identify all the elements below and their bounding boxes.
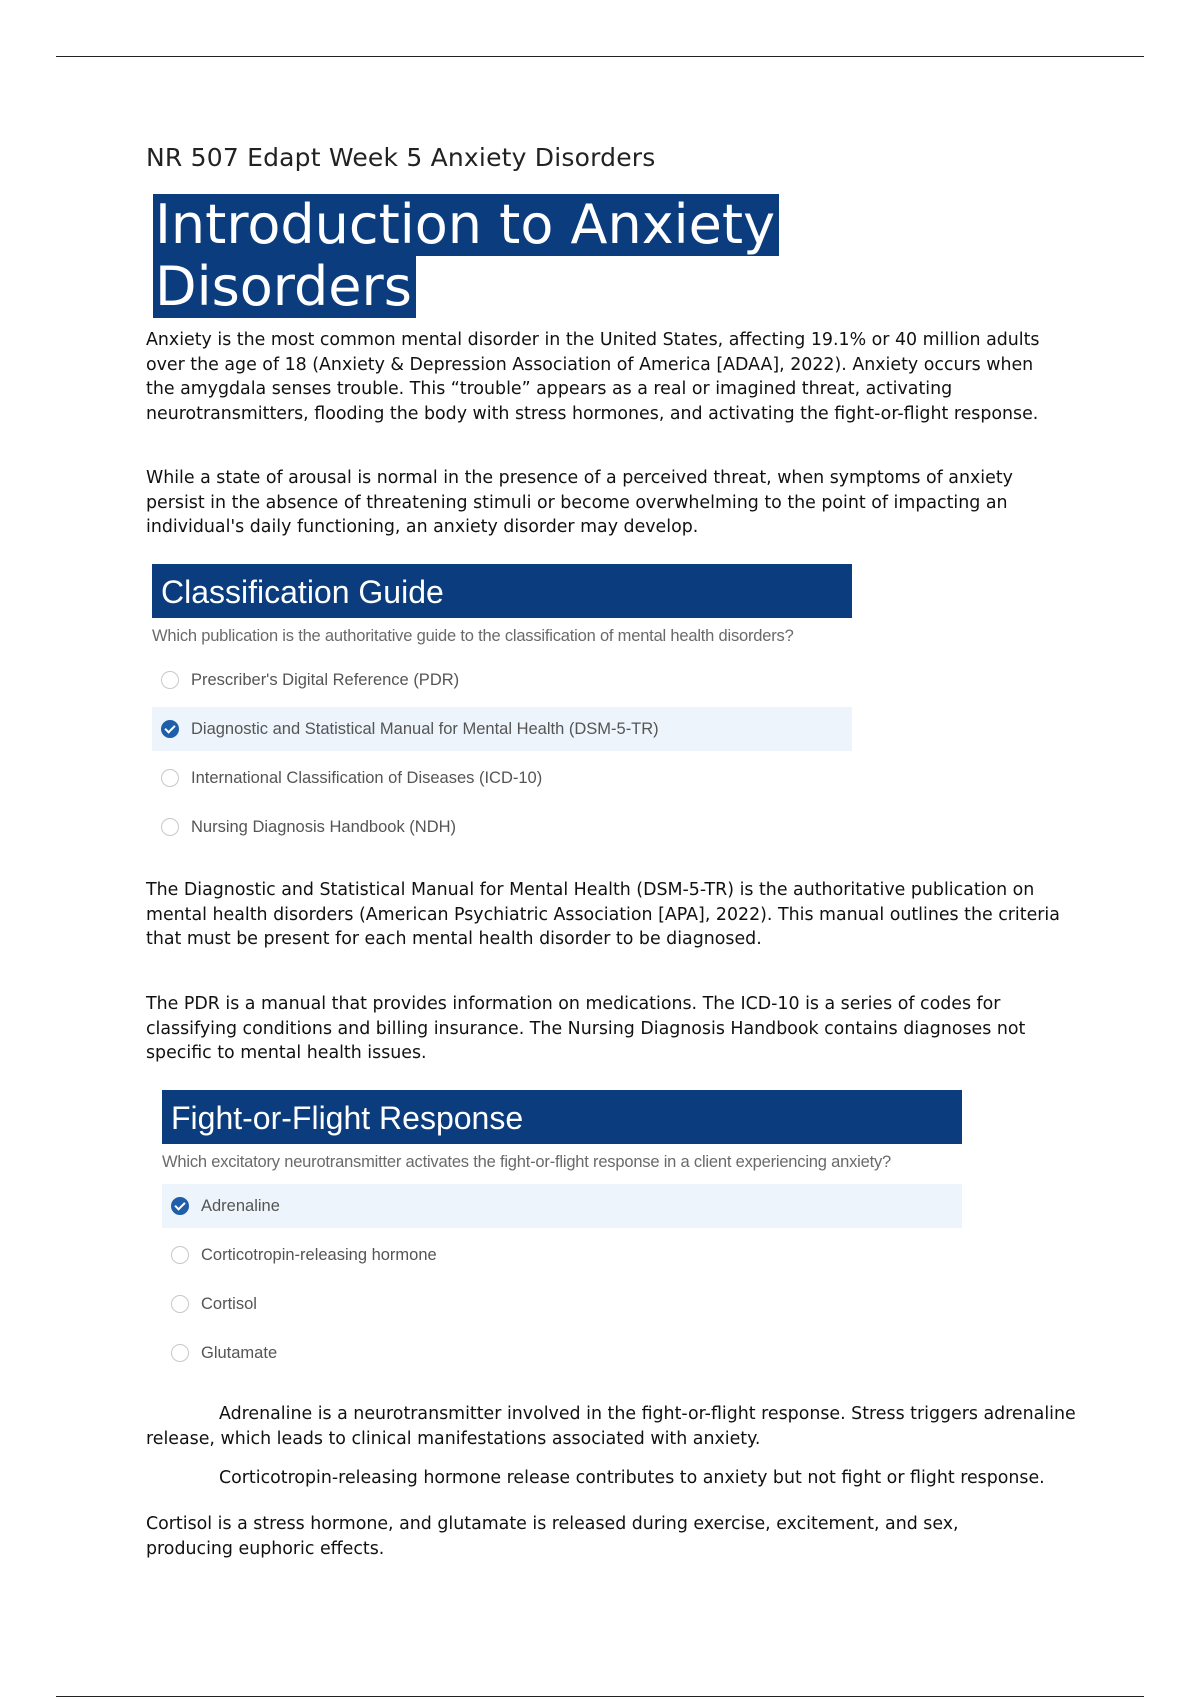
classification-explanation-1: The Diagnostic and Statistical Manual for Mental Health (DSM-5-TR) is the authoritative publication on mental health disorders (American Psychiatric Association [APA], 2022). This manual outlines the criteria that must be present for each mental health disorder to be diagnosed. xyxy=(146,880,1060,949)
answer-label: Prescriber's Digital Reference (PDR) xyxy=(191,670,460,689)
answer-label: Glutamate xyxy=(201,1343,278,1362)
answer-label: Adrenaline xyxy=(201,1196,280,1215)
answer-option-cortisol[interactable] xyxy=(162,1282,962,1326)
intro-paragraph-2: While a state of arousal is normal in the presence of a perceived threat, when symptoms of anxiety persist in the absence of threatening stimuli or become overwhelming to the point of impacting an individual's daily functioning, an anxiety disorder may develop. xyxy=(146,468,1013,537)
answer-label: International Classification of Diseases (ICD-10) xyxy=(191,768,543,787)
answer-label: Nursing Diagnosis Handbook (NDH) xyxy=(191,817,457,836)
answer-option-icd[interactable] xyxy=(152,756,852,800)
radio-unchecked-icon[interactable] xyxy=(161,671,179,689)
fight-or-flight-explanation-3: Cortisol is a stress hormone, and glutamate is released during exercise, excitement, and sex, producing euphoric effects. xyxy=(146,1514,959,1559)
answer-option-dsm[interactable] xyxy=(152,707,852,751)
answer-label: Cortisol xyxy=(201,1294,257,1313)
radio-unchecked-icon[interactable] xyxy=(161,818,179,836)
top-divider xyxy=(56,56,1144,57)
intro-paragraph-1: Anxiety is the most common mental disorder in the United States, affecting 19.1% or 40 million adults over the age of 18 (Anxiety & Depression Association of America [ADAA], 2022). Anxiety occurs when the amygdala senses trouble. This “trouble” appears as a real or imagined threat, activating neurotransmitters, flooding the body with stress hormones, and activating the fight-or-flight response. xyxy=(146,330,1040,424)
answer-option-crh[interactable] xyxy=(162,1233,962,1277)
radio-checked-icon[interactable] xyxy=(161,720,179,738)
classification-guide-quiz xyxy=(152,564,852,849)
intro-heading-line-1: Introduction to Anxiety xyxy=(153,194,779,256)
radio-checked-icon[interactable] xyxy=(171,1197,189,1215)
intro-heading-line-2: Disorders xyxy=(153,256,416,318)
radio-unchecked-icon[interactable] xyxy=(171,1295,189,1313)
quiz-banner: Classification Guide xyxy=(152,564,852,618)
answer-option-ndh[interactable] xyxy=(152,805,852,849)
radio-unchecked-icon[interactable] xyxy=(161,769,179,787)
fight-or-flight-explanation-2: Corticotropin-releasing hormone release contributes to anxiety but not fight or flight response. xyxy=(219,1468,1045,1488)
quiz-question: Which excitatory neurotransmitter activates the fight-or-flight response in a client experiencing anxiety? xyxy=(162,1153,891,1171)
radio-unchecked-icon[interactable] xyxy=(171,1344,189,1362)
quiz-question: Which publication is the authoritative guide to the classification of mental health disorders? xyxy=(152,627,794,645)
classification-explanation-2: The PDR is a manual that provides information on medications. The ICD-10 is a series of codes for classifying conditions and billing insurance. The Nursing Diagnosis Handbook contains diagnoses not specific to mental health issues. xyxy=(146,994,1026,1063)
fight-or-flight-explanation-1: Adrenaline is a neurotransmitter involved in the fight-or-flight response. Stress triggers adrenaline release, which leads to clinical manifestations associated with anxiety. xyxy=(146,1404,1076,1449)
answer-option-pdr[interactable] xyxy=(152,658,852,702)
intro-heading xyxy=(153,194,863,318)
fight-or-flight-quiz xyxy=(162,1090,962,1375)
answer-option-glutamate[interactable] xyxy=(162,1331,962,1375)
answer-label: Diagnostic and Statistical Manual for Mental Health (DSM-5-TR) xyxy=(191,719,659,738)
document-title: NR 507 Edapt Week 5 Anxiety Disorders xyxy=(146,143,656,172)
bottom-divider xyxy=(56,1696,1144,1697)
answer-label: Corticotropin-releasing hormone xyxy=(201,1245,437,1264)
answer-option-adrenaline[interactable] xyxy=(162,1184,962,1228)
quiz-banner: Fight-or-Flight Response xyxy=(162,1090,962,1144)
radio-unchecked-icon[interactable] xyxy=(171,1246,189,1264)
